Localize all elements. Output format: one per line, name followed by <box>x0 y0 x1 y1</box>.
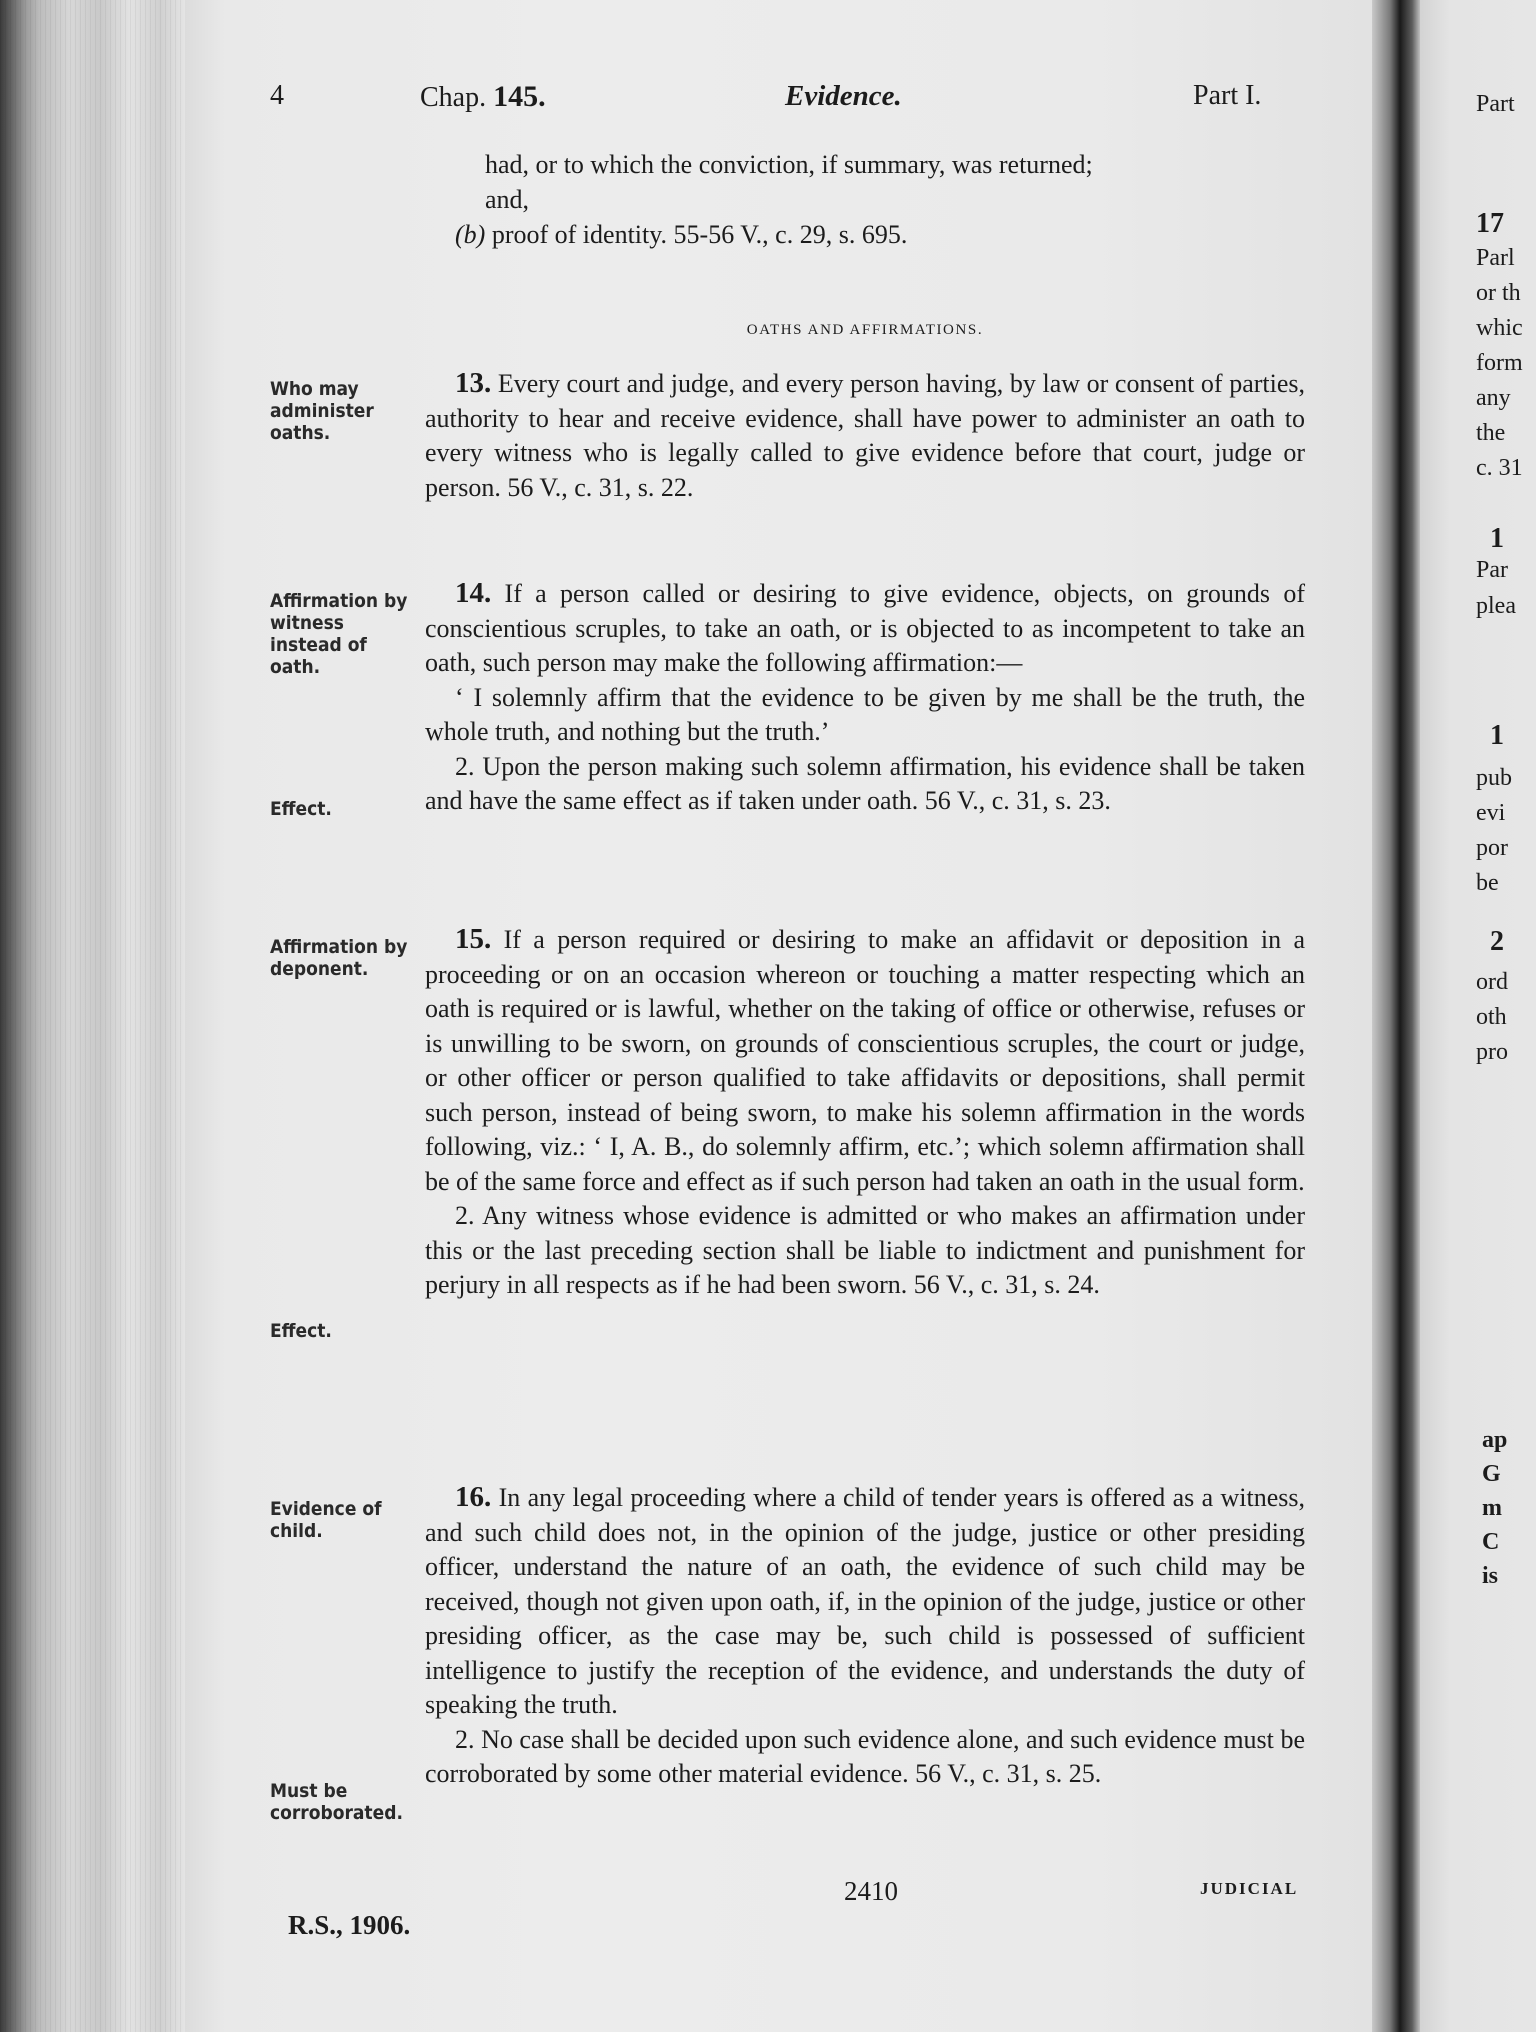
facing-fragment: evi <box>1476 800 1506 826</box>
facing-fragment: form <box>1476 350 1523 376</box>
facing-fragment: be <box>1476 870 1499 896</box>
facing-fragment: pub <box>1476 765 1512 791</box>
facing-fragment: ap <box>1482 1427 1508 1453</box>
continuation-line: and, <box>485 184 530 214</box>
facing-fragment: C <box>1482 1529 1500 1555</box>
section-number: 14. <box>455 577 492 609</box>
running-title: Evidence. <box>785 80 902 112</box>
section-text: Every court and judge, and every person having, by law or consent of parties, authority to hear and receive evidence, shall have power to administer an oath to every witness who is legally called to give evidence before that court, judge or person. 56 V., c. 31, s. 22. <box>425 369 1305 502</box>
margin-note: Effect. <box>270 798 332 820</box>
book-fore-edge <box>0 0 190 2032</box>
facing-fragment: 2 <box>1490 926 1504 957</box>
facing-fragment: 1 <box>1490 523 1504 554</box>
item-text: proof of identity. 55-56 V., c. 29, s. 695. <box>491 220 908 249</box>
section-13 <box>425 366 1305 505</box>
subsection: 2. No case shall be decided upon such evidence alone, and such evidence must be corroborated by some other material evidence. 56 V., c. 31, s. 25. <box>425 1724 1305 1788</box>
facing-fragment: por <box>1476 835 1508 861</box>
affirmation-quote: ‘ I solemnly affirm that the evidence to be given by me shall be the truth, the whole truth, and nothing but the truth.’ <box>425 682 1305 746</box>
margin-note: Must be corroborated. <box>270 1780 403 1824</box>
section-text: If a person called or desiring to give evidence, objects, on grounds of conscientious scruples, to take an oath, or is objected to as incompetent to take an oath, such person may make the following affirmation:— <box>425 579 1305 677</box>
margin-note: Effect. <box>270 1320 332 1342</box>
section-15 <box>425 922 1305 1303</box>
part-label: Part I. <box>1193 80 1262 111</box>
section-text: If a person required or desiring to make an affidavit or deposition in a proceeding or on an occasion whereon or touching a matter respecting which an oath is required or is lawful, whether on the taking of office or otherwise, refuses or is unwilling to be sworn, on grounds of conscientious scruples, the court or judge, or other officer or person qualified to take affidavits or depositions, shall permit such person, instead of being sworn, to make his solemn affirmation in the words following, viz.: ‘ I, A. B., do solemnly affirm, etc.’; which solemn affirmation shall be of the same force and effect as if such person had taken an oath in the usual form. <box>425 925 1306 1196</box>
facing-fragment: c. 31 <box>1476 455 1523 481</box>
facing-fragment: ord <box>1476 969 1508 995</box>
margin-note: Affirmation by deponent. <box>270 936 408 980</box>
continuation-text <box>485 148 1305 217</box>
facing-fragment: Par <box>1476 557 1508 583</box>
facing-fragment: 1 <box>1490 720 1504 751</box>
section-number: 15. <box>455 923 492 955</box>
facing-fragment: oth <box>1476 1004 1507 1030</box>
facing-fragment: G <box>1482 1461 1501 1487</box>
facing-fragment: Part <box>1476 91 1515 117</box>
section-number: 13. <box>455 367 492 399</box>
item-marker: (b) <box>455 220 486 249</box>
facing-fragment: or th <box>1476 280 1521 306</box>
section-14 <box>425 576 1305 819</box>
section-heading: OATHS AND AFFIRMATIONS. <box>746 322 984 338</box>
subsection: 2. Upon the person making such solemn affirmation, his evidence shall be taken and have the same effect as if taken under oath. 56 V., c. 31, s. 23. <box>425 751 1305 815</box>
margin-note: Who may administer oaths. <box>270 378 374 444</box>
book-gutter <box>1372 0 1422 2032</box>
continuation-line: had, or to which the conviction, if summary, was returned; <box>485 150 1093 179</box>
facing-fragment: pro <box>1476 1039 1508 1065</box>
facing-fragment: is <box>1482 1563 1499 1589</box>
margin-note: Affirmation by witness instead of oath. <box>270 590 408 678</box>
catchword: JUDICIAL <box>1200 1879 1299 1898</box>
page-mark: 2410 <box>844 1876 898 1906</box>
facing-fragment: any <box>1476 385 1511 411</box>
item-b <box>455 218 1305 253</box>
facing-fragment: whic <box>1476 315 1523 341</box>
margin-note: Evidence of child. <box>270 1498 382 1542</box>
facing-fragment: Parl <box>1476 245 1515 271</box>
facing-page <box>1420 0 1536 2032</box>
section-16 <box>425 1480 1305 1792</box>
facing-fragment: 17 <box>1476 208 1504 239</box>
chapter-prefix: Chap. <box>420 82 487 113</box>
facing-fragment: plea <box>1476 593 1516 619</box>
revised-statutes-mark: R.S., 1906. <box>288 1910 411 1940</box>
chapter-label <box>420 82 546 112</box>
section-number: 16. <box>455 1481 492 1513</box>
page-number: 4 <box>270 80 284 111</box>
section-text: In any legal proceeding where a child of tender years is offered as a witness, and such child does not, in the opinion of the judge, justice or other presiding officer, understand the nature of an oath, the evidence of such child may be received, though not given upon oath, if, in the opinion of the judge, justice or other presiding officer, as the case may be, such child is possessed of sufficient intelligence to justify the reception of the evidence, and understands the duty of speaking the truth. <box>425 1483 1305 1719</box>
facing-fragment: the <box>1476 420 1506 446</box>
subsection: 2. Any witness whose evidence is admitted or who makes an affirmation under this or the last preceding section shall be liable to indictment and punishment for perjury in all respects as if he had been sworn. 56 V., c. 31, s. 24. <box>425 1201 1305 1299</box>
chapter-number: 145. <box>493 80 546 113</box>
facing-fragment: m <box>1482 1495 1502 1521</box>
